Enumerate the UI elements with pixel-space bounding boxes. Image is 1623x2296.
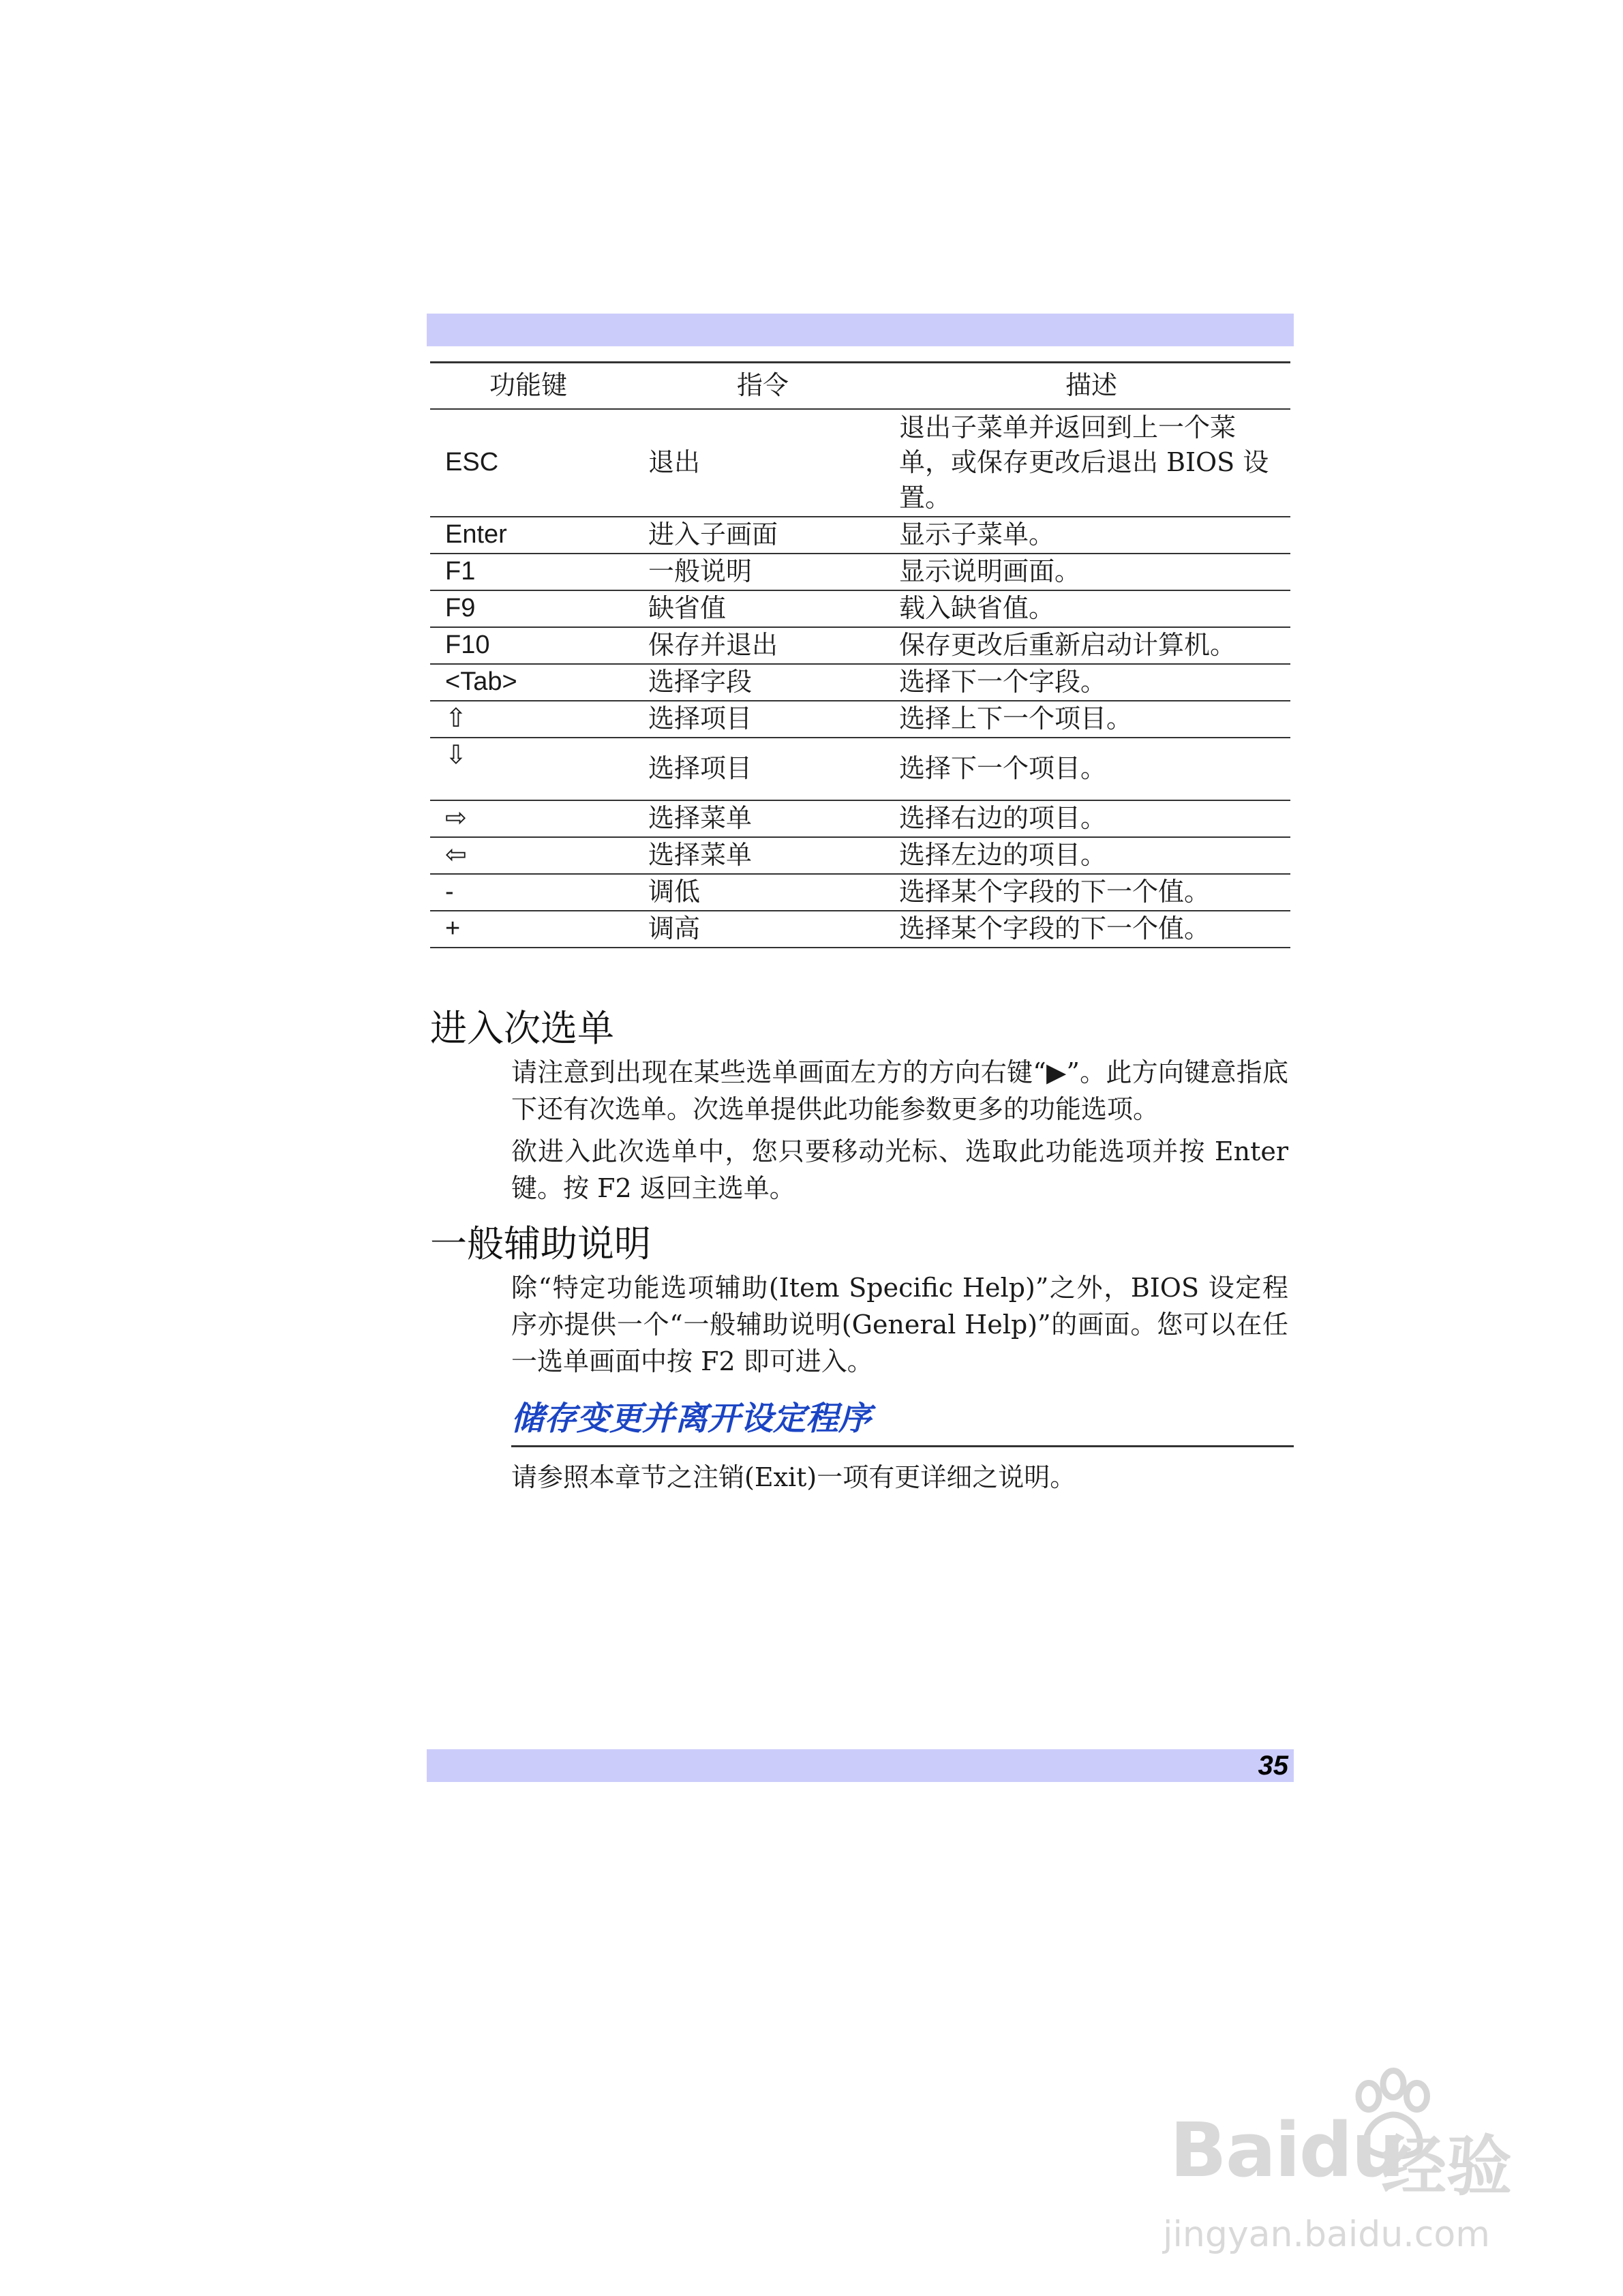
table-row (430, 627, 1290, 664)
save-exit-paragraph: 请参照本章节之注销(Exit)一项有更详细之说明。 (511, 1462, 1076, 1492)
table-row (430, 664, 1290, 701)
description-cell: 退出子菜单并返回到上一个菜单，或保存更改后退出 BIOS 设置。 (884, 409, 1290, 517)
key-cell: Enter (430, 517, 633, 554)
page-number: 35 (1258, 1751, 1288, 1781)
description-cell: 选择下一个字段。 (884, 664, 1290, 701)
description-cell: 选择某个字段的下一个值。 (884, 911, 1290, 948)
description-cell: 保存更改后重新启动计算机。 (884, 627, 1290, 664)
description-cell: 载入缺省值。 (884, 590, 1290, 627)
command-cell: 选择菜单 (633, 837, 884, 874)
table-row (430, 911, 1290, 948)
header-key: 功能键 (430, 363, 633, 410)
description-cell: 选择某个字段的下一个值。 (884, 874, 1290, 911)
watermark-cn: 经验 (1381, 2128, 1512, 2205)
command-cell: 选择项目 (633, 738, 884, 800)
command-cell: 保存并退出 (633, 627, 884, 664)
command-cell: 一般说明 (633, 554, 884, 590)
description-cell: 选择左边的项目。 (884, 837, 1290, 874)
watermark-logo: Baidu (1170, 2106, 1404, 2194)
command-cell: 进入子画面 (633, 517, 884, 554)
header-band (427, 314, 1294, 346)
description-cell: 显示子菜单。 (884, 517, 1290, 554)
submenu-paragraph-1: 请注意到出现在某些选单画面左方的方向右键“▶”。此方向键意指底下还有次选单。次选单提供此功能参数更多的功能选项。 (511, 1057, 1288, 1124)
key-cell: <Tab> (430, 664, 633, 701)
down-arrow-icon: ⇩ (430, 738, 633, 800)
key-cell: F1 (430, 554, 633, 590)
key-cell: - (430, 874, 633, 911)
key-cell: F10 (430, 627, 633, 664)
table-row (430, 517, 1290, 554)
function-key-table (430, 361, 1290, 948)
section-title-save-exit: 储存变更并离开设定程序 (511, 1392, 1294, 1447)
table-row (430, 738, 1290, 800)
key-cell: F9 (430, 590, 633, 627)
description-cell: 选择上下一个项目。 (884, 701, 1290, 738)
description-cell: 显示说明画面。 (884, 554, 1290, 590)
command-cell: 调高 (633, 911, 884, 948)
key-cell: ESC (430, 409, 633, 517)
description-cell: 选择右边的项目。 (884, 800, 1290, 837)
general-help-paragraph: 除“特定功能选项辅助(Item Specific Help)”之外，BIOS 设定程序亦提供一个“一般辅助说明(General Help)”的画面。您可以在任一选单画面中按 F2 即可进入。 (511, 1273, 1288, 1376)
command-cell: 退出 (633, 409, 884, 517)
table-row (430, 800, 1290, 837)
key-cell: + (430, 911, 633, 948)
table-row (430, 701, 1290, 738)
section-title-submenu: 进入次选单 (430, 1007, 614, 1050)
command-cell: 选择菜单 (633, 800, 884, 837)
section-title-general-help: 一般辅助说明 (430, 1222, 651, 1265)
header-command: 指令 (633, 363, 884, 410)
up-arrow-icon: ⇧ (430, 701, 633, 738)
table-row (430, 409, 1290, 517)
footer-band (427, 1749, 1294, 1782)
command-cell: 调低 (633, 874, 884, 911)
watermark-url: jingyan.baidu.com (1163, 2214, 1490, 2255)
table-row (430, 874, 1290, 911)
table-header-row (430, 363, 1290, 410)
table-row (430, 590, 1290, 627)
table-row (430, 554, 1290, 590)
command-cell: 选择项目 (633, 701, 884, 738)
baidu-watermark (1156, 2066, 1538, 2270)
command-cell: 选择字段 (633, 664, 884, 701)
command-cell: 缺省值 (633, 590, 884, 627)
right-arrow-icon: ⇨ (430, 800, 633, 837)
submenu-paragraph-2: 欲进入此次选单中，您只要移动光标、选取此功能选项并按 Enter 键。按 F2 返回主选单。 (511, 1136, 1288, 1203)
description-cell: 选择下一个项目。 (884, 738, 1290, 800)
header-description: 描述 (884, 363, 1290, 410)
left-arrow-icon: ⇦ (430, 837, 633, 874)
table-row (430, 837, 1290, 874)
